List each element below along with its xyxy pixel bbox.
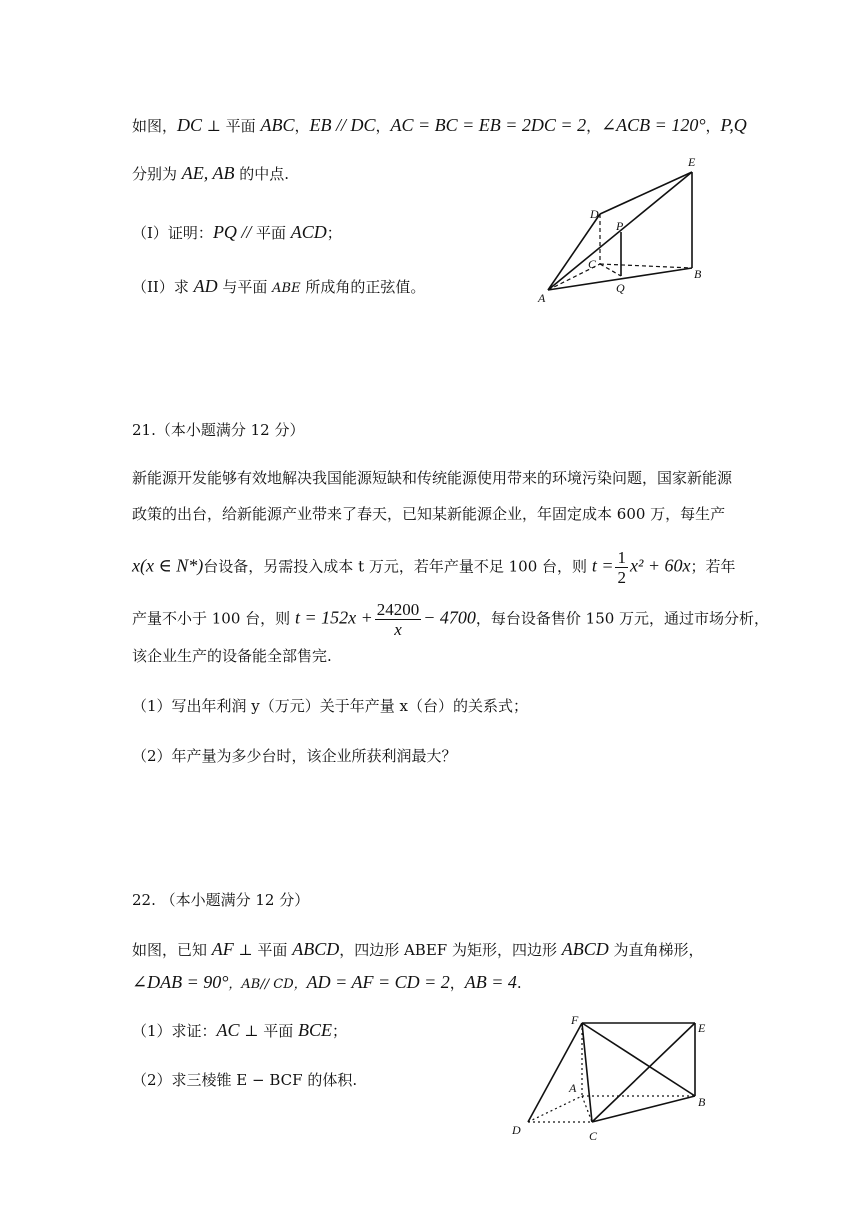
label-A: A [569, 1081, 577, 1095]
math: t = [591, 555, 614, 576]
math: DC [177, 115, 203, 135]
math: x(x ∈ N*) [132, 555, 204, 576]
text: ， [294, 117, 310, 135]
math: AD [193, 276, 218, 296]
p22-line-2 [132, 970, 522, 997]
math: AE, AB [181, 163, 235, 183]
text: ，四边形 ABEF 为矩形，四边形 [339, 941, 562, 959]
math: BCE [297, 1020, 332, 1040]
p21-header: 21.（本小题满分 12 分） [132, 421, 305, 439]
text: 与平面 [217, 278, 273, 296]
math: AD = AF = CD = 2 [306, 972, 450, 992]
text: （I）证明： [132, 224, 213, 242]
text: 平面 [255, 224, 291, 242]
math: ABC [260, 115, 295, 135]
denominator: x [394, 620, 402, 639]
text: ，AB// CD， [228, 977, 307, 992]
p21-question-1: （1）写出年利润 y（万元）关于年产量 x（台）的关系式； [132, 697, 529, 715]
denominator: 2 [617, 568, 626, 587]
p22-line-1 [132, 937, 704, 962]
text: 产量不小于 100 台，则 [132, 609, 295, 628]
p21-line-4 [132, 600, 769, 639]
figure-prism-1 [530, 150, 710, 310]
p20-line-1 [132, 113, 747, 138]
text: 为直角梯形， [608, 941, 704, 959]
p21-question-2: （2）年产量为多少台时，该企业所获利润最大？ [132, 747, 457, 765]
text: ； [331, 1022, 347, 1040]
figure-prism-2 [505, 1010, 725, 1150]
text: ⊥ 平面 [239, 1022, 298, 1040]
p22-question-2: （2）求三棱锥 E − BCF 的体积. [132, 1071, 358, 1089]
label-E: E [698, 1021, 706, 1035]
math: EB // DC [309, 115, 376, 135]
text: ⊥ 平面 [233, 941, 293, 959]
label-F: F [571, 1013, 579, 1027]
p20-question-1 [132, 220, 342, 245]
text: （1）求证： [132, 1022, 217, 1040]
p20-line-2 [132, 161, 289, 186]
text: . [516, 974, 522, 992]
label-E: E [688, 155, 696, 169]
p20-question-2 [132, 274, 425, 301]
label-C: C [588, 257, 597, 271]
label-B: B [698, 1095, 706, 1109]
text: 分别为 [132, 165, 182, 183]
label-D: D [512, 1123, 521, 1137]
text: ， [705, 117, 721, 135]
text: ， [449, 974, 465, 992]
text: ，每台设备售价 150 万元，通过市场分析， [475, 609, 770, 628]
math: ABCD [561, 939, 609, 959]
text: 如图，已知 [132, 941, 212, 959]
label-A: A [538, 291, 546, 305]
numerator: 1 [617, 548, 626, 567]
math: t = 152x + [294, 607, 373, 628]
text: ⊥ 平面 [202, 117, 261, 135]
math: ∠DAB = 90° [132, 972, 229, 992]
text: ； [326, 224, 342, 242]
text: （II）求 [132, 278, 194, 296]
label-Q: Q [616, 281, 625, 295]
text: 如图， [132, 117, 178, 135]
label-C: C [589, 1129, 598, 1143]
text: ABE [272, 281, 301, 296]
math: ∠ACB = 120° [601, 115, 706, 135]
text: 的中点. [234, 165, 289, 183]
text: 台设备，另需投入成本 t 万元，若年产量不足 100 台，则 [203, 557, 592, 576]
math: x² + 60x [629, 555, 691, 576]
text: ， [375, 117, 391, 135]
math: P,Q [720, 115, 747, 135]
fraction [615, 548, 628, 587]
numerator: 24200 [376, 600, 420, 619]
math: PQ // [212, 222, 256, 242]
label-P: P [616, 219, 624, 233]
label-B: B [694, 267, 702, 281]
math: − 4700 [423, 607, 476, 628]
p21-line-5: 该企业生产的设备能全部售完. [132, 647, 332, 665]
math: AB = 4 [464, 972, 517, 992]
text: 所成角的正弦值。 [300, 278, 426, 296]
p22-header: 22. （本小题满分 12 分） [132, 891, 310, 909]
fraction [375, 600, 422, 639]
math: ACD [290, 222, 327, 242]
p21-line-3 [132, 548, 736, 587]
p21-line-2: 政策的出台，给新能源产业带来了春天，已知某新能源企业，年固定成本 600 万，每生产 [132, 505, 726, 523]
label-D: D [590, 207, 599, 221]
text: ；若年 [690, 557, 736, 576]
math: AF [211, 939, 234, 959]
math: AC [216, 1020, 240, 1040]
math: ABCD [292, 939, 340, 959]
text: ， [586, 117, 602, 135]
p21-line-1: 新能源开发能够有效地解决我国能源短缺和传统能源使用带来的环境污染问题，国家新能源 [132, 469, 733, 487]
math: AC = BC = EB = 2DC = 2 [390, 115, 587, 135]
p22-question-1 [132, 1018, 347, 1043]
